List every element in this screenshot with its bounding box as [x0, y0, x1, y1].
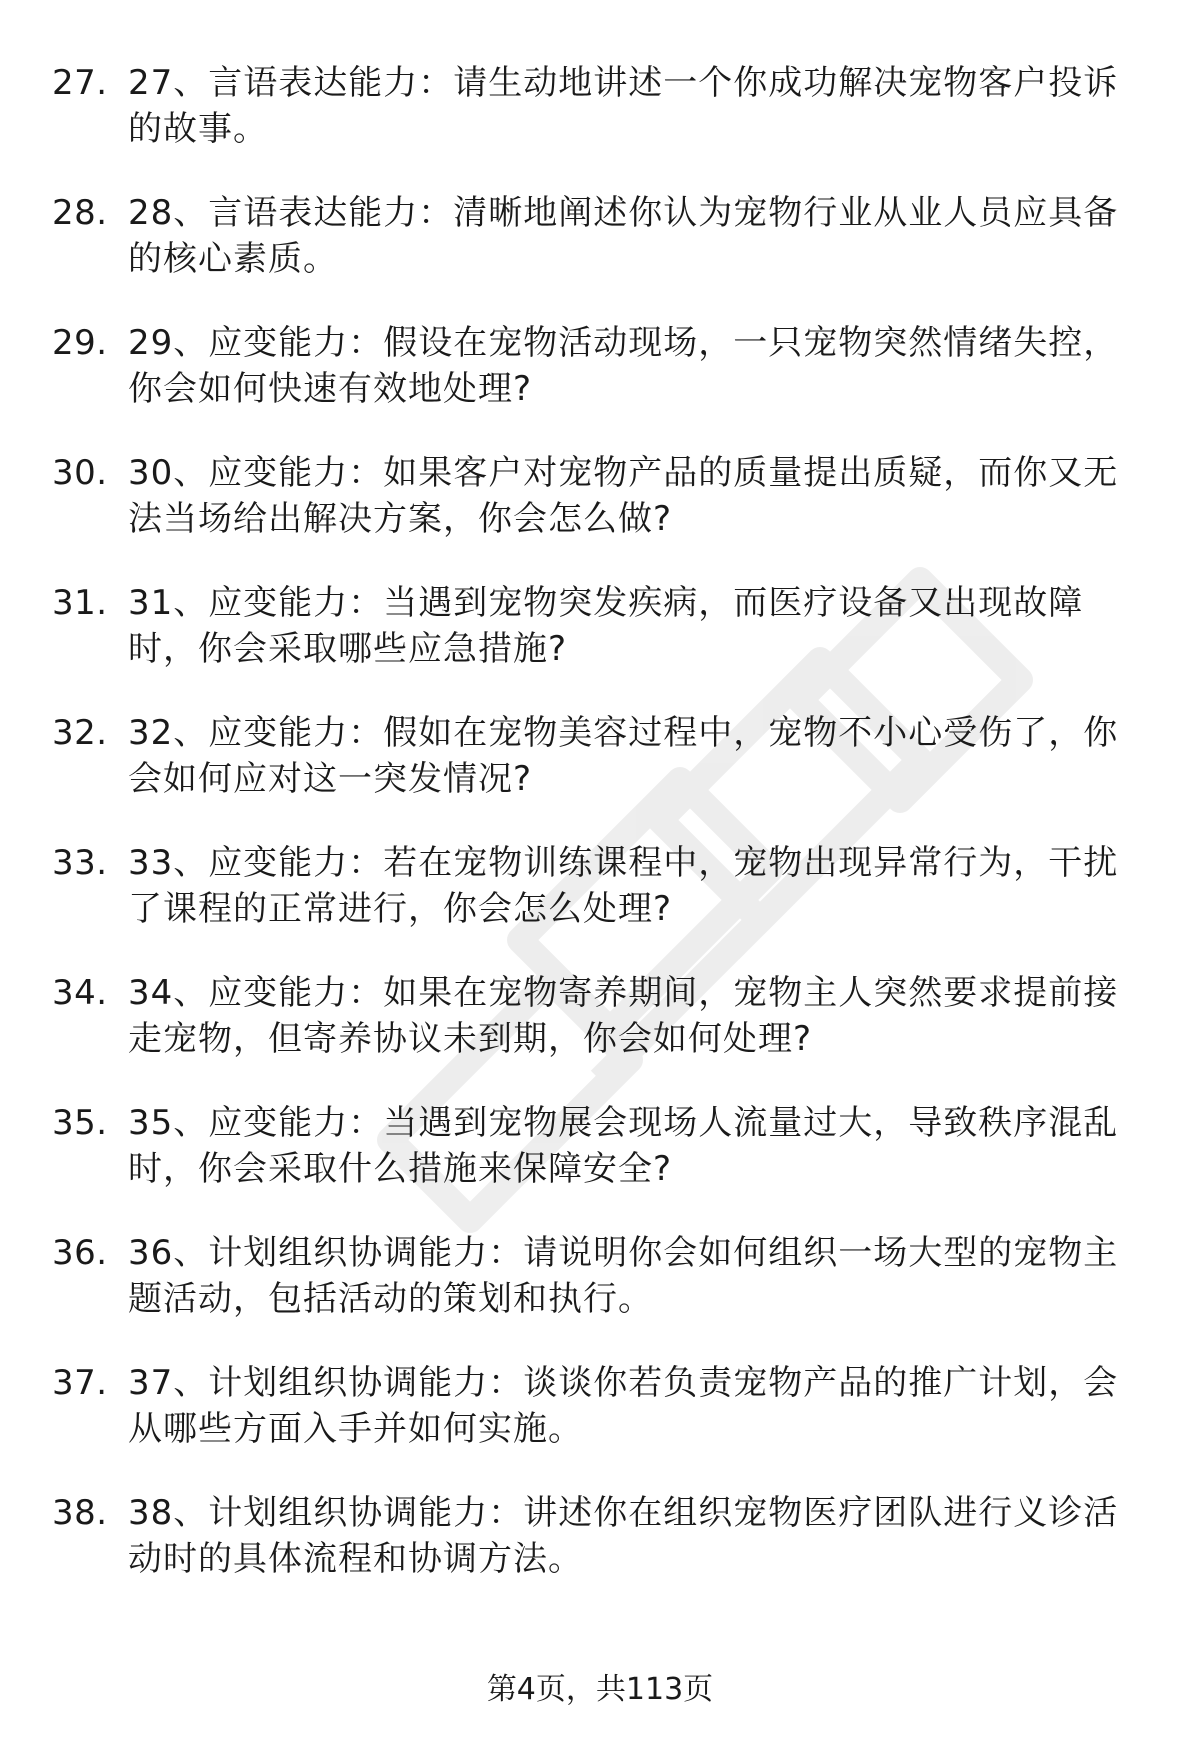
question-item	[0, 580, 1200, 710]
question-number: 36.	[52, 1233, 108, 1273]
question-text: 32、应变能力：假如在宠物美容过程中，宠物不小心受伤了，你会如何应对这一突发情况?	[128, 713, 1119, 799]
question-item	[0, 1100, 1200, 1230]
question-item	[0, 60, 1200, 190]
question-number: 28.	[52, 193, 108, 233]
question-number: 31.	[52, 583, 108, 623]
question-item	[0, 970, 1200, 1100]
question-item	[0, 320, 1200, 450]
question-number: 34.	[52, 973, 108, 1013]
question-text: 29、应变能力：假设在宠物活动现场，一只宠物突然情绪失控，你会如何快速有效地处理?	[128, 323, 1119, 409]
question-number: 33.	[52, 843, 108, 883]
question-number: 27.	[52, 63, 108, 103]
question-list	[0, 60, 1200, 1620]
question-text: 28、言语表达能力：清晰地阐述你认为宠物行业从业人员应具备的核心素质。	[128, 193, 1119, 279]
question-text: 33、应变能力：若在宠物训练课程中，宠物出现异常行为，干扰了课程的正常进行，你会怎么处理?	[128, 843, 1119, 929]
question-text: 35、应变能力：当遇到宠物展会现场人流量过大，导致秩序混乱时，你会采取什么措施来保障安全?	[128, 1103, 1119, 1189]
question-item	[0, 710, 1200, 840]
question-text: 30、应变能力：如果客户对宠物产品的质量提出质疑，而你又无法当场给出解决方案，你会怎么做?	[128, 453, 1119, 539]
question-number: 38.	[52, 1493, 108, 1533]
question-text: 38、计划组织协调能力：讲述你在组织宠物医疗团队进行义诊活动时的具体流程和协调方法。	[128, 1493, 1119, 1579]
question-item	[0, 190, 1200, 320]
question-item	[0, 1490, 1200, 1620]
question-text: 27、言语表达能力：请生动地讲述一个你成功解决宠物客户投诉的故事。	[128, 63, 1119, 149]
question-number: 35.	[52, 1103, 108, 1143]
question-item	[0, 840, 1200, 970]
question-text: 37、计划组织协调能力：谈谈你若负责宠物产品的推广计划，会从哪些方面入手并如何实施。	[128, 1363, 1119, 1449]
question-item	[0, 450, 1200, 580]
question-number: 37.	[52, 1363, 108, 1403]
question-text: 34、应变能力：如果在宠物寄养期间，宠物主人突然要求提前接走宠物，但寄养协议未到期，你会如何处理?	[128, 973, 1119, 1059]
question-number: 30.	[52, 453, 108, 493]
question-number: 29.	[52, 323, 108, 363]
question-text: 36、计划组织协调能力：请说明你会如何组织一场大型的宠物主题活动，包括活动的策划和执行。	[128, 1233, 1119, 1319]
question-text: 31、应变能力：当遇到宠物突发疾病，而医疗设备又出现故障时，你会采取哪些应急措施?	[128, 583, 1084, 669]
page-footer: 第4页，共113页	[486, 1672, 714, 1707]
question-item	[0, 1360, 1200, 1490]
question-item	[0, 1230, 1200, 1360]
question-number: 32.	[52, 713, 108, 753]
